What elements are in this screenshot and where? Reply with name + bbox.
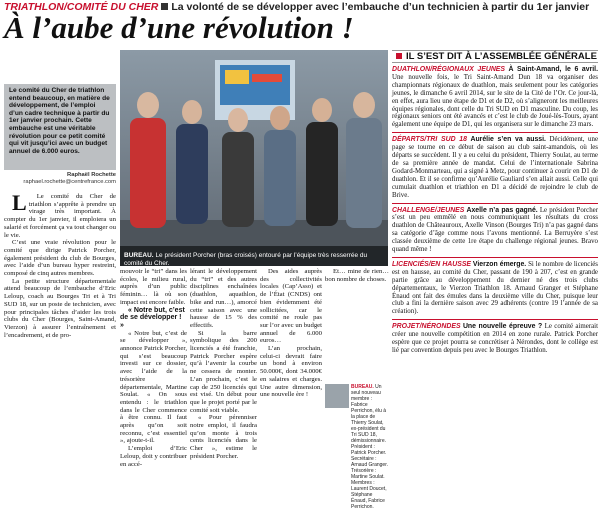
sidebar-item [392,323,598,355]
sidebar-item-text: Décidément, une page se tourne en ce début de saison au club saint-amandois, où les départs se succèdent. Il y a eu celui du président, Thierry Soulat, au terme de sa première année de mandat. Celui de l’internationale Sabrina Godard-Monmarteau, qui a signé à Metz, pour continuer à courir en D1 de duathlon. Et il se confirme qu’Aurélie Gauliard s’en allait aussi. Celle qui cumulait duathlon et triathlon en D1 a décidé de rejoindre le club de Brive. [392,136,598,199]
body-paragraph: Si la barre symbolique des 200 licenciés a été franchie, Patrick Porcher espère qu’à l’avenir la courbe ne cessera de monter. L’an prochain, c’est le cap de 250 licenciés qui est visé. Un début pour que le projet porté par le comité soit viable. [190,329,257,414]
caption-label: BUREAU. [124,252,154,259]
body-paragraph: lérant le développement du “tri” et des autres disciplines enchaînées (duathlon, aquathlon, bike and run…), amorcé cette saison avec une hausse de 15 % des effectifs. [190,268,257,329]
sidebar-item-lead: Vierzon émerge. [472,260,527,268]
photo-credit [4,172,116,186]
sidebar-item-text: Le président Porcher s’est un peu emmêlé en nous communiquant les résultats du cross duathlon de Châteauroux, Axelle Vinson (Bourges Tri) n’a pas gagné dans sa catégorie d’âge comme nous l’avons mentionné. La Berruyère s’est classée deuxième de cette 1re étape du challenge régional jeunes. Bravo quand même ! [392,206,598,254]
kicker-subhead: La volonté de se développer avec l’embauche d’un technicien à partir du 1er janvier [171,1,590,13]
body-paragraph [4,190,116,239]
body-paragraph: « Pour pérenniser notre emploi, il faudra qu’on monte à trois cents licenciés dans le Cher », estime le président Porcher. [190,414,257,460]
sidebar-item-tag: PROJET/NÉRONDES [392,323,461,331]
body-column-5 [325,268,389,382]
inset-label: BUREAU. [351,384,374,390]
sidebar-item-tag: DUATHLON/RÉGIONAUX JEUNES [392,66,505,73]
body-column-2 [120,268,187,468]
group-photo-illustration [120,50,388,266]
group-photo [120,50,388,266]
credit-name: Raphaël Rochette [67,172,116,178]
body-column-1 [4,190,116,433]
body-paragraph: mouvoir le “tri” dans les écoles, le milieu rural, auprès d’un public féminin… là où son impact est encore faible. [120,268,187,306]
inline-subhead: « Notre but, c’est de se développer ! » [120,306,185,329]
square-bullet-icon [396,53,402,59]
sidebar-title: IL S’EST DIT À L’ASSEMBLÉE GÉNÉRALE [406,51,597,62]
inset-body: Un seul nouveau membre : Fabrice Perrichon, élu à la place de Thierry Soulat, ex-président du Tri SUD 18, démissionnaire. Président : Patrick Porcher. Secrétaire : Arnaud Granger. Trésorière : Martine Soulat. Membres : Laurent Doucet, Stéphane Énaud, Fabrice Perrichon. [351,384,388,510]
sidebar-item-tag: LICENCIÉS/EN HAUSSE [392,260,472,268]
body-paragraph: L’an prochain, celui-ci devrait faire un bond à environ 50.000€, dont 34.000€ en salaires et charges. Une autre dimension, une nouvelle ère ! [260,345,322,399]
sidebar-item-lead: Aurélie s’en va aussi. [470,136,546,144]
inset-box [325,384,389,510]
sidebar-item [392,261,598,316]
body-paragraph: La petite structure départementale attend beaucoup de l’embauche d’Eric Leloup, coach au Bourges Tri et à Tri SUD 18, sur un poste de technicien, avec pour principales tâches d’aider les trois clubs du Cher (Bourges, Saint-Amand, Vierzon) à assurer l’entraînement et l’encadrement, et de pro- [4,277,116,339]
divider [392,203,598,204]
body-paragraph: Des aides auprès des collectivités locales (Cap’Asso) et de l’État (CNDS) ont bien évidemment été sollicitées, car le comité ne roule pas sur l’or avec un budget annuel de 6.000 euros… [260,268,322,345]
photo-caption [120,246,388,266]
sidebar-item-text: Si le nombre de licenciés est en hausse, au comité du Cher, passant de 190 à 207, c’est en grande partie grâce au développement du dernier né des trois clubs départementaux, le Vierzon Triathlon 18. Arnaud Granger et Stéphane Énaud ont fait des émules dans la deuxième ville du Cher, puisque leur club a fini la dernière saison avec 29 adhérents (contre 19 l’année de sa création). [392,260,598,316]
sidebar-item-text: Une nouvelle fois, le Tri Saint-Amand Dun 18 va organiser des championnats régionaux de duathlon, mais seulement pour les catégories jeunes, le dimanche 6 avril 2014, sur le site de la Cité de l’Or. Ce jour-là, en effet, aura lieu une étape de D1 et de D2, où s’aligneront les meilleures équipes régionales, dont celle du Tri SUD en D1 masculine. Du coup, les régionaux seniors ont été avancés et c’est le club de Joué-lès-Tours, ayant également une équipe de D1, qui les organisera sur le dimanche 23 mars. [392,73,598,129]
sidebar-header [392,50,598,63]
sidebar-item [392,66,598,129]
credit-email[interactable]: raphael.rochette@centrefrance.com [23,179,116,185]
inset-text [351,384,389,510]
body-column-3 [190,268,257,460]
body-paragraph: C’est une vraie révolution pour le comité que dirige Patrick Porcher, également président du club de Bourges, avec l’aide d’un bureau hyper restreint, composé de cinq autres membres. [4,239,116,278]
sidebar-item-tag: CHALLENGE/JEUNES [392,206,465,214]
inset-photo [325,384,349,408]
sidebar-items [392,66,598,436]
sidebar-item-text: Le comité aimerait créer une nouvelle compétition en 2014 en zone rurale. Patrick Porcher espère que ce projet pourra se concrétiser à Nérondes, dont le collège est lié par convention depuis peu avec le Bourges Triathlon. [392,323,599,354]
kicker-rubric: TRIATHLON/COMITÉ DU CHER [4,1,159,13]
sidebar-item-lead: Une nouvelle épreuve ? [462,323,543,331]
body-paragraph: « Notre but, c’est de se développer », annonce Patrick Porcher, qui s’est beaucoup investi sur ce dossier, avec l’aide de la trésorière départementale, Martine Soulat. « On sous entendu : le triathlon dans le Cher commence à être connu. Il faut après qu’on soit reconnu, c’est essentiel », ajoute-t-il. [120,329,187,445]
body-column-4 [260,268,322,434]
sidebar-item-lead: Axelle n’a pas gagné. [466,206,538,214]
sidebar-item [392,207,598,254]
divider [392,132,598,133]
divider [392,319,598,320]
divider [392,257,598,258]
body-text: Le comité du Cher de triathlon s’apprête à prendre un virage très important. À compter du 1er janvier, il emploiera un salarié et forcément ça va tout changer ou le vie. [4,193,116,239]
headline: À l’aube d’une révolution ! [4,10,354,45]
dropcap: L [12,190,27,215]
body-paragraph: L’emploi d’Eric Leloup, doit y contribuer en accé- [120,445,187,468]
body-paragraph: Et… mine de rien… bon nombre de choses. [325,268,389,283]
sidebar-item-tag: DÉPARTS/TRI SUD 18 [392,136,467,144]
sidebar-item [392,136,598,199]
lead-paragraph: Le comité du Cher de triathlon entend beaucoup, en matière de développement, de l’emploi d’un cadre technique à partir du 1er janvier prochain. Cette embauche est une véritable révolution pour ce petit comité qui vit jusqu’ici avec un budget annuel de 6.000 euros. [4,84,116,170]
caption-text: Le président Porcher (bras croisés) entouré par l’équipe très resserrée du comité du Cher. [124,252,368,267]
sidebar-item-lead: À Saint-Amand, le 6 avril. [508,66,598,73]
